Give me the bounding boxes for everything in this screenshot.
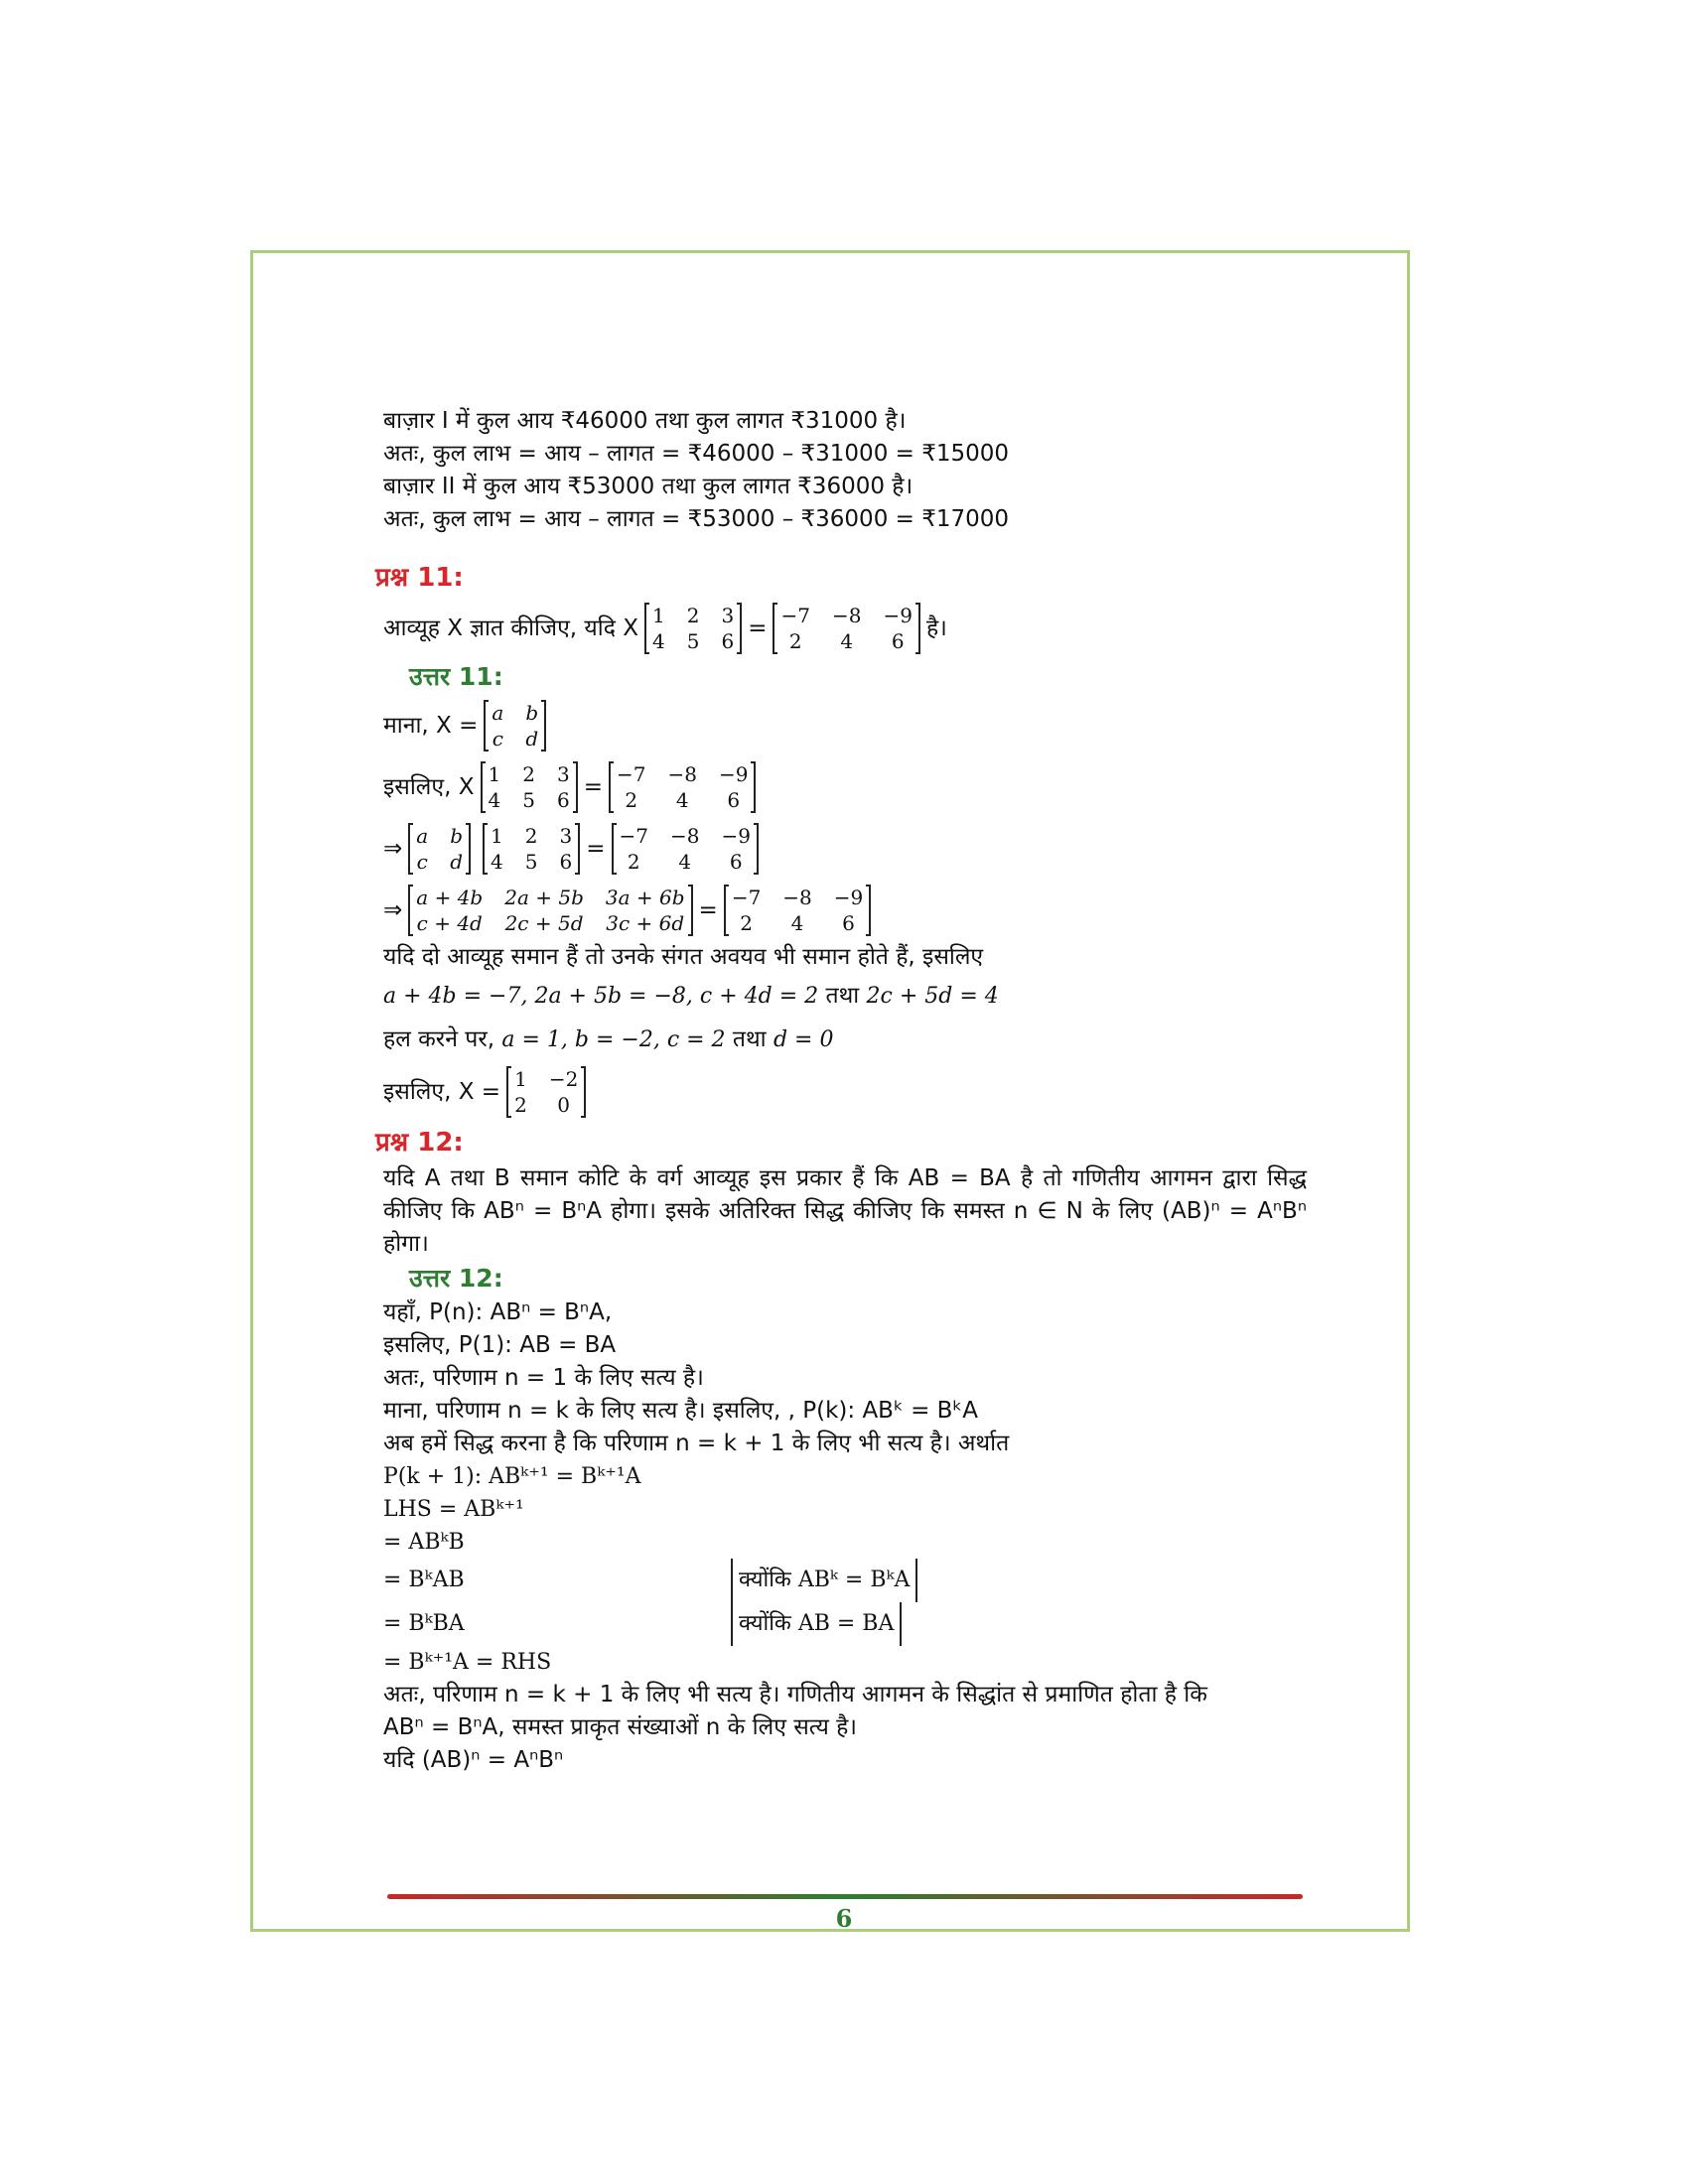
answer-11-implies-2: ⇒ a + 4b 2a + 5b 3a + 6b c + 4d 2c + 5d 3c + 6d = −7 −8 −9 2 4 6 <box>383 880 1307 941</box>
matrix-X-2: a b c d <box>408 823 471 875</box>
question-11-text <box>383 598 1307 659</box>
reason-10: क्योंकि AB = BA <box>731 1602 902 1646</box>
answer-12-heading: उत्तर 12: <box>409 1264 503 1293</box>
answer-12-line-11: = Bᵏ⁺¹A = RHS <box>383 1650 552 1675</box>
matrix-B-3: −7 −8 −9 2 4 6 <box>612 823 759 875</box>
answer-12-line-12: अतः, परिणाम n = k + 1 के लिए भी सत्य है। गणितीय आगमन के सिद्धांत से प्रमाणित होता है कि <box>383 1682 1207 1707</box>
matrix-B-4: −7 −8 −9 2 4 6 <box>724 885 871 936</box>
answer-12-line-2: इसलिए, P(1): AB = BA <box>383 1332 617 1358</box>
reason-9: क्योंकि ABᵏ = BᵏA <box>731 1559 917 1602</box>
answer-12-line-6: P(k + 1): ABᵏ⁺¹ = Bᵏ⁺¹A <box>383 1464 641 1489</box>
question-12-text: यदि A तथा B समान कोटि के वर्ग आव्यूह इस प्रकार हैं कि AB = BA है तो गणितीय आगमन द्वारा सिद्ध कीजिए कि ABⁿ = BⁿA होगा। इसके अतिरिक्त सिद्ध कीजिए कि समस्त n ∈ N के लिए (AB)ⁿ = AⁿBⁿ होगा। <box>383 1165 1307 1257</box>
matrix-A-2: 1 2 3 4 5 6 <box>481 761 578 813</box>
answer-12-line-13: ABⁿ = BⁿA, समस्त प्राकृत संख्याओं n के लिए सत्य है। <box>383 1714 858 1740</box>
answer-11-heading: उत्तर 11: <box>409 662 503 691</box>
intro-line-1: बाज़ार I में कुल आय ₹46000 तथा कुल लागत ₹31000 है। <box>383 408 907 434</box>
answer-11-let <box>383 695 1307 756</box>
matrix-A-3: 1 2 3 4 5 6 <box>483 823 580 875</box>
matrix-B: −7 −8 −9 2 4 6 <box>773 603 919 654</box>
answer-11-implies-1: ⇒ a b c d 1 2 3 4 5 6 = −7 −8 −9 2 4 6 <box>383 818 1307 880</box>
intro-line-4: अतः, कुल लाभ = आय – लागत = ₹53000 – ₹36000 = ₹17000 <box>383 506 1010 532</box>
answer-12-line-4: माना, परिणाम n = k के लिए सत्य है। इसलिए, , P(k): ABᵏ = BᵏA <box>383 1398 978 1424</box>
answer-12-line-14: यदि (AB)ⁿ = AⁿBⁿ <box>383 1747 564 1773</box>
matrix-product: a + 4b 2a + 5b 3a + 6b c + 4d 2c + 5d 3c + 6d <box>408 885 692 936</box>
question-11-prefix: आव्यूह X ज्ञात कीजिए, यदि X <box>383 614 638 641</box>
hence-label: इसलिए, X <box>383 773 475 800</box>
let-label: माना, X = <box>383 712 479 739</box>
answer-12-line-10: = BᵏBA क्योंकि AB = BA <box>383 1602 1307 1646</box>
question-12-heading: प्रश्न 12: <box>375 1128 464 1158</box>
matrix-B-2: −7 −8 −9 2 4 6 <box>609 761 756 813</box>
answer-12-line-9: = BᵏAB क्योंकि ABᵏ = BᵏA <box>383 1559 1307 1602</box>
matrix-X: a b c d <box>484 700 546 751</box>
matrix-result: 1 −2 2 0 <box>506 1066 586 1118</box>
answer-12-line-8: = ABᵏB <box>383 1530 465 1555</box>
equations-line: a + 4b = −7, 2a + 5b = −8, c + 4d = 2 तथा 2c + 5d = 4 <box>383 983 999 1009</box>
matrix-A: 1 2 3 4 5 6 <box>644 603 742 654</box>
solution-line: हल करने पर, a = 1, b = −2, c = 2 तथा d = 0 <box>383 1026 834 1052</box>
intro-line-2: अतः, कुल लाभ = आय – लागत = ₹46000 – ₹31000 = ₹15000 <box>383 441 1010 467</box>
answer-11-hence: इसलिए, X 1 2 3 4 5 6 = −7 −8 −9 2 4 6 <box>383 756 1307 818</box>
footer-divider <box>387 1894 1303 1899</box>
equal-matrices-text: यदि दो आव्यूह समान हैं तो उनके संगत अवयव भी समान होते हैं, इसलिए <box>383 944 984 970</box>
page-number: 6 <box>835 1904 853 1933</box>
answer-12-line-5: अब हमें सिद्ध करना है कि परिणाम n = k + 1 के लिए भी सत्य है। अर्थात <box>383 1431 1010 1456</box>
answer-11-result: इसलिए, X = 1 −2 2 0 <box>383 1061 1307 1123</box>
intro-line-3: बाज़ार II में कुल आय ₹53000 तथा कुल लागत ₹36000 है। <box>383 474 914 499</box>
answer-12-line-3: अतः, परिणाम n = 1 के लिए सत्य है। <box>383 1365 704 1391</box>
equals-sign: = <box>748 614 768 641</box>
page-content <box>375 405 1307 1777</box>
answer-12-line-1: यहाँ, P(n): ABⁿ = BⁿA, <box>383 1299 613 1325</box>
question-11-suffix: है। <box>925 614 947 641</box>
question-11-heading: प्रश्न 11: <box>375 563 464 593</box>
answer-12-line-7: LHS = ABᵏ⁺¹ <box>383 1497 524 1522</box>
